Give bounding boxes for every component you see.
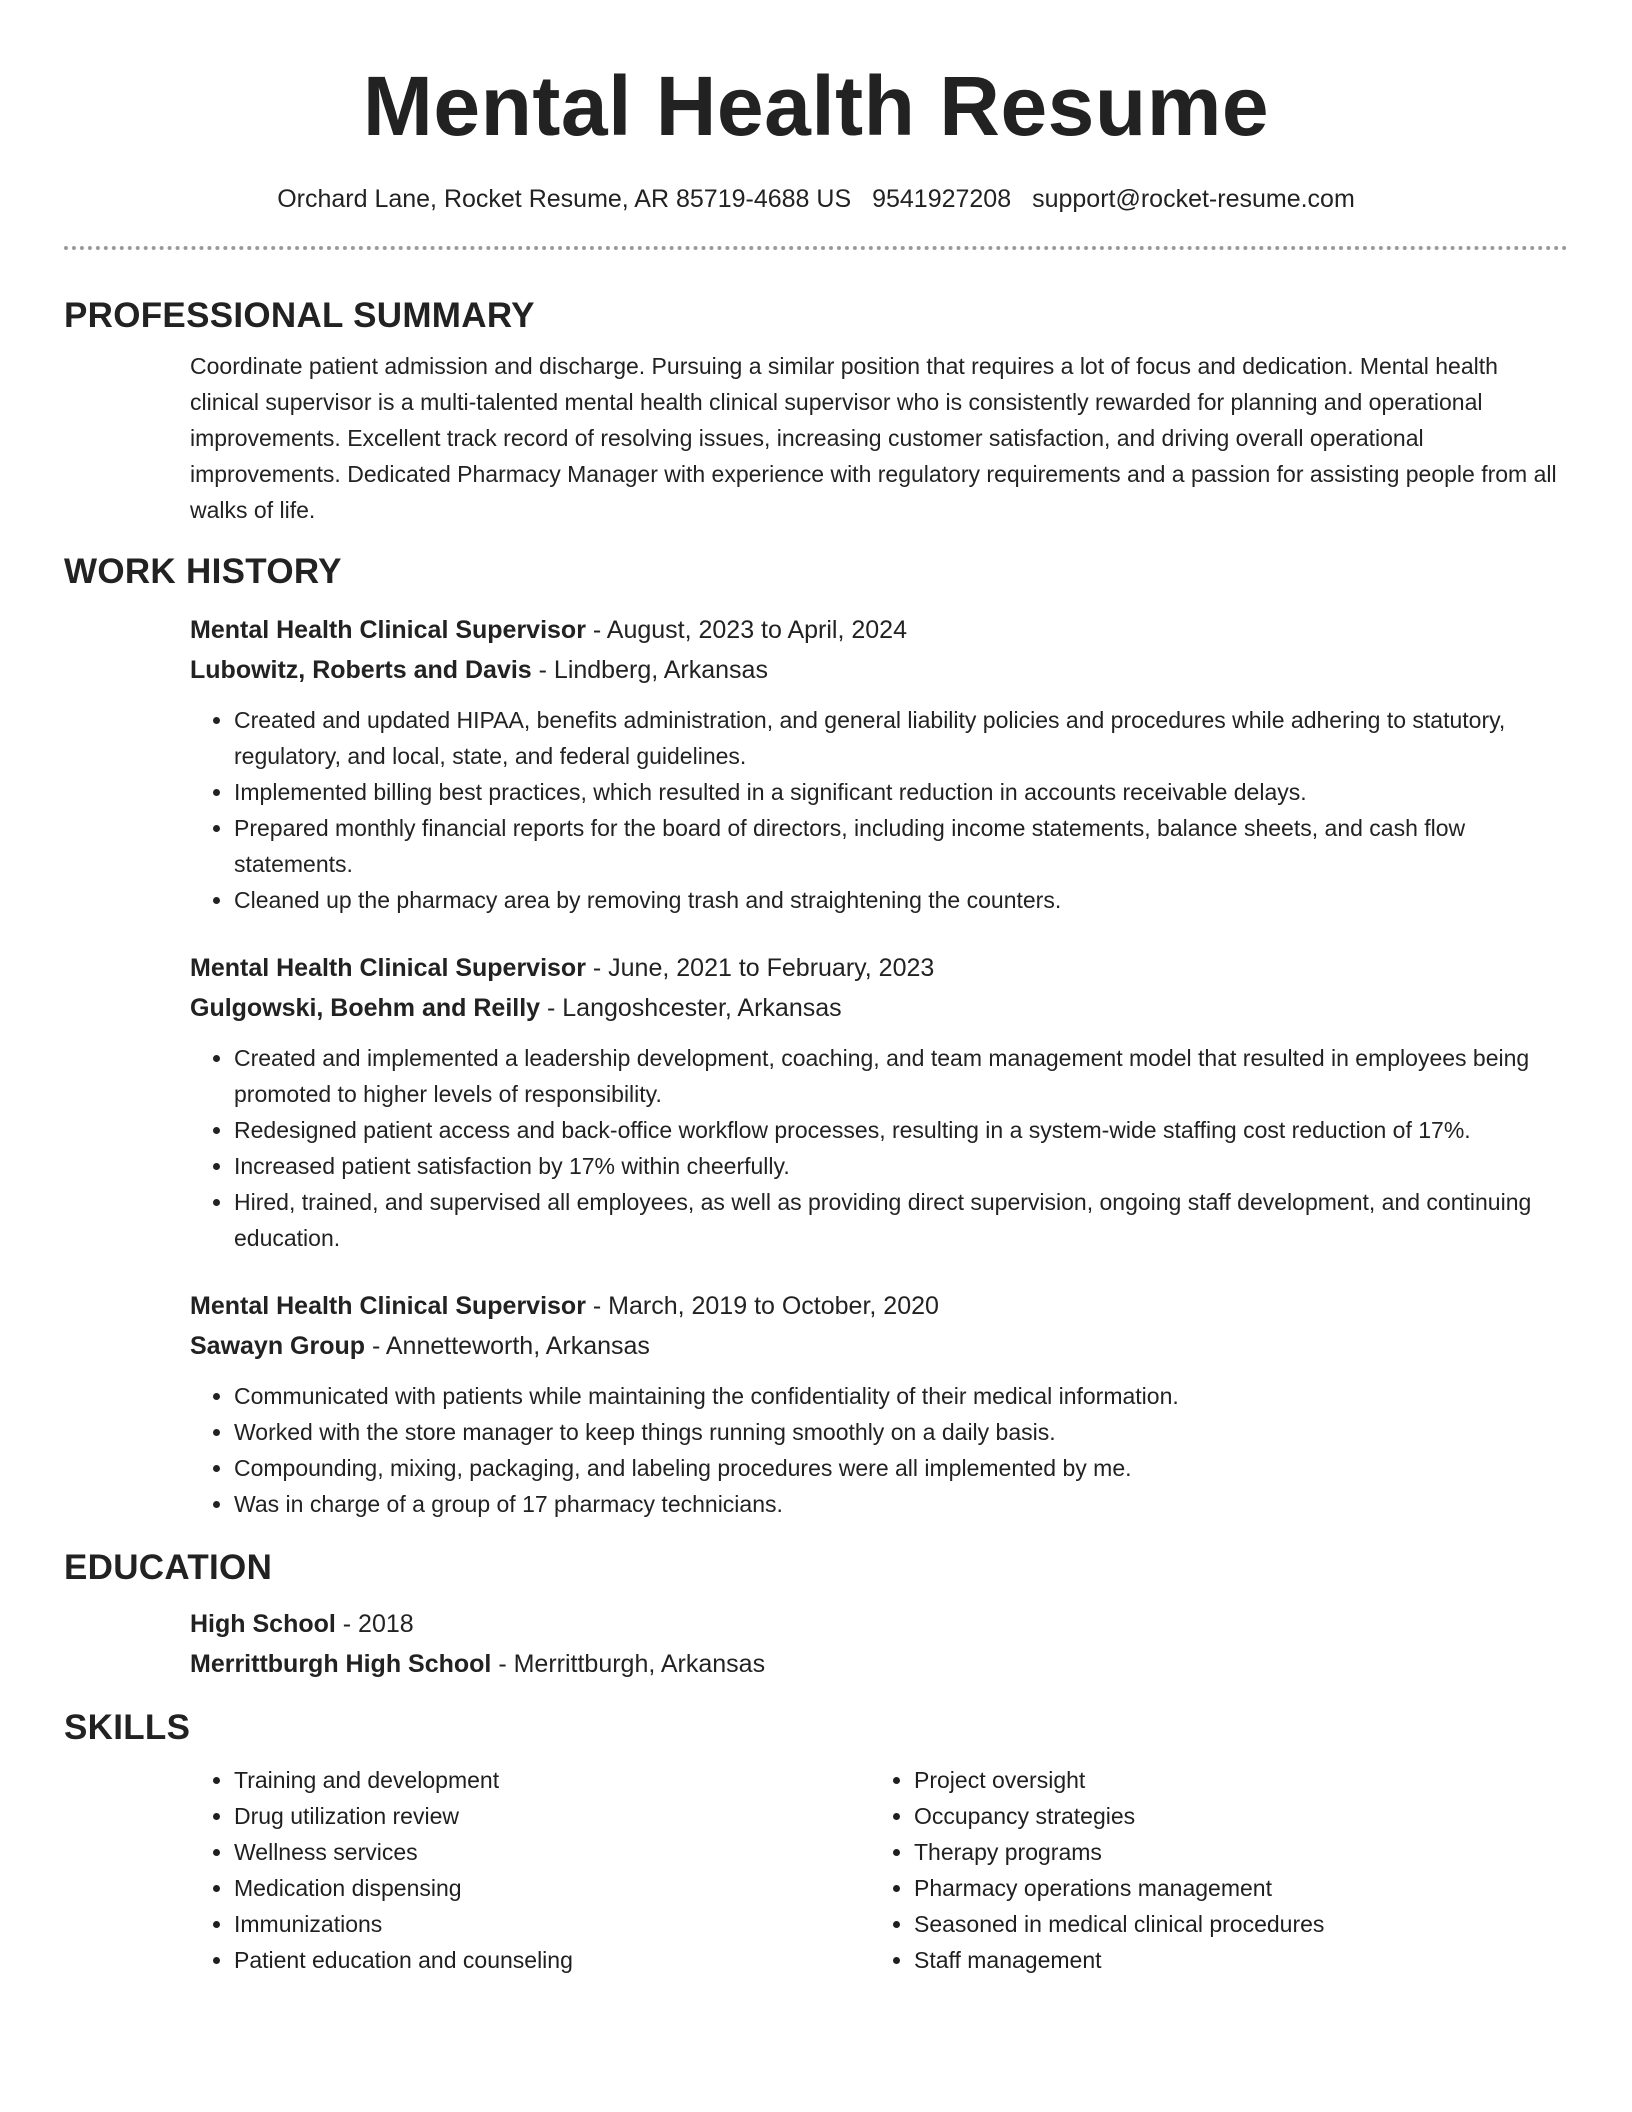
list-item: • Worked with the store manager to keep things running smoothly on a daily basis.: [234, 1414, 1568, 1450]
job-role: Mental Health Clinical Supervisor: [190, 954, 586, 982]
list-item: • Created and updated HIPAA, benefits administration, and general liability policies and procedures while adhering to statutory, regulatory, and local, state, and federal guidelines.: [234, 702, 1568, 774]
summary-block: [190, 348, 1568, 528]
skills-column-right: [870, 1762, 1550, 1978]
list-item: • Increased patient satisfaction by 17% within cheerfully.: [234, 1148, 1568, 1184]
job-entry: [190, 610, 1568, 918]
education-school: Merrittburgh High School: [190, 1650, 492, 1678]
summary-text: Coordinate patient admission and discharge. Pursuing a similar position that requires a lot of focus and dedication. Mental health clinical supervisor is a multi-talented mental health clinical supervisor who is consistently rewarded for planning and operational improvements. Excellent track record of resolving issues, increasing customer satisfaction, and driving overall operational improvements. Dedicated Pharmacy Manager with experience with regulatory requirements and a passion for assisting people from all walks of life.: [190, 353, 1557, 523]
skill-item: • Training and development: [234, 1762, 870, 1798]
job-entry: [190, 1286, 1568, 1522]
skill-item: • Medication dispensing: [234, 1870, 870, 1906]
job-duties-list: [190, 1378, 1568, 1522]
skills-column-left: [190, 1762, 870, 1978]
header-divider: [64, 246, 1568, 250]
list-item: • Implemented billing best practices, which resulted in a significant reduction in accounts receivable delays.: [234, 774, 1568, 810]
section-title-work-history: WORK HISTORY: [64, 552, 342, 591]
job-company: Gulgowski, Boehm and Reilly: [190, 994, 541, 1022]
skill-item: • Seasoned in medical clinical procedures: [914, 1906, 1550, 1942]
job-duties-list: [190, 702, 1568, 918]
education-degree: High School: [190, 1610, 336, 1638]
job-company-line: [190, 1326, 1568, 1366]
job-dates: - August, 2023 to April, 2024: [585, 616, 907, 644]
job-title-line: [190, 948, 1568, 988]
list-item: • Communicated with patients while maintaining the confidentiality of their medical information.: [234, 1378, 1568, 1414]
contact-email: support@rocket-resume.com: [1032, 185, 1355, 213]
education-location: - Merrittburgh, Arkansas: [491, 1650, 766, 1678]
job-dates: - March, 2019 to October, 2020: [585, 1292, 939, 1320]
education-year: - 2018: [335, 1610, 414, 1638]
education-entry: [190, 1604, 1568, 1684]
list-item: • Redesigned patient access and back-office workflow processes, resulting in a system-wide staffing cost reduction of 17%.: [234, 1112, 1568, 1148]
list-item: • Compounding, mixing, packaging, and labeling procedures were all implemented by me.: [234, 1450, 1568, 1486]
job-title-line: [190, 1286, 1568, 1326]
contact-line: [64, 182, 1568, 216]
section-title-skills: SKILLS: [64, 1708, 191, 1747]
list-item: • Cleaned up the pharmacy area by removing trash and straightening the counters.: [234, 882, 1568, 918]
list-item: • Created and implemented a leadership development, coaching, and team management model that resulted in employees being promoted to higher levels of responsibility.: [234, 1040, 1568, 1112]
skills-grid: [190, 1762, 1568, 1978]
job-role: Mental Health Clinical Supervisor: [190, 616, 586, 644]
job-role: Mental Health Clinical Supervisor: [190, 1292, 586, 1320]
job-entry: [190, 948, 1568, 1256]
education-school-line: [190, 1644, 1568, 1684]
list-item: • Hired, trained, and supervised all employees, as well as providing direct supervision, ongoing staff development, and continuing education.: [234, 1184, 1568, 1256]
section-title-education: EDUCATION: [64, 1548, 273, 1587]
skill-item: • Therapy programs: [914, 1834, 1550, 1870]
job-company-line: [190, 988, 1568, 1028]
contact-phone: 9541927208: [872, 185, 1012, 213]
job-duties-list: [190, 1040, 1568, 1256]
skill-item: • Wellness services: [234, 1834, 870, 1870]
job-location: - Annetteworth, Arkansas: [365, 1332, 650, 1360]
job-title-line: [190, 610, 1568, 650]
list-item: • Prepared monthly financial reports for the board of directors, including income statements, balance sheets, and cash flow statements.: [234, 810, 1568, 882]
resume-page: [64, 0, 1568, 1978]
skill-item: • Drug utilization review: [234, 1798, 870, 1834]
job-location: - Langoshcester, Arkansas: [540, 994, 842, 1022]
skills-list-right: [870, 1762, 1550, 1978]
skills-list-left: [190, 1762, 870, 1978]
skill-item: • Pharmacy operations management: [914, 1870, 1550, 1906]
education-degree-line: [190, 1604, 1568, 1644]
job-dates: - June, 2021 to February, 2023: [585, 954, 935, 982]
job-location: - Lindberg, Arkansas: [531, 656, 768, 684]
job-company: Sawayn Group: [190, 1332, 366, 1360]
contact-address: Orchard Lane, Rocket Resume, AR 85719-4688 US: [277, 185, 852, 213]
resume-title: Mental Health Resume: [362, 59, 1270, 153]
job-company: Lubowitz, Roberts and Davis: [190, 656, 532, 684]
skill-item: • Project oversight: [914, 1762, 1550, 1798]
skill-item: • Staff management: [914, 1942, 1550, 1978]
list-item: • Was in charge of a group of 17 pharmacy technicians.: [234, 1486, 1568, 1522]
skill-item: • Occupancy strategies: [914, 1798, 1550, 1834]
section-title-summary: PROFESSIONAL SUMMARY: [64, 296, 535, 335]
skill-item: • Patient education and counseling: [234, 1942, 870, 1978]
skill-item: • Immunizations: [234, 1906, 870, 1942]
job-company-line: [190, 650, 1568, 690]
